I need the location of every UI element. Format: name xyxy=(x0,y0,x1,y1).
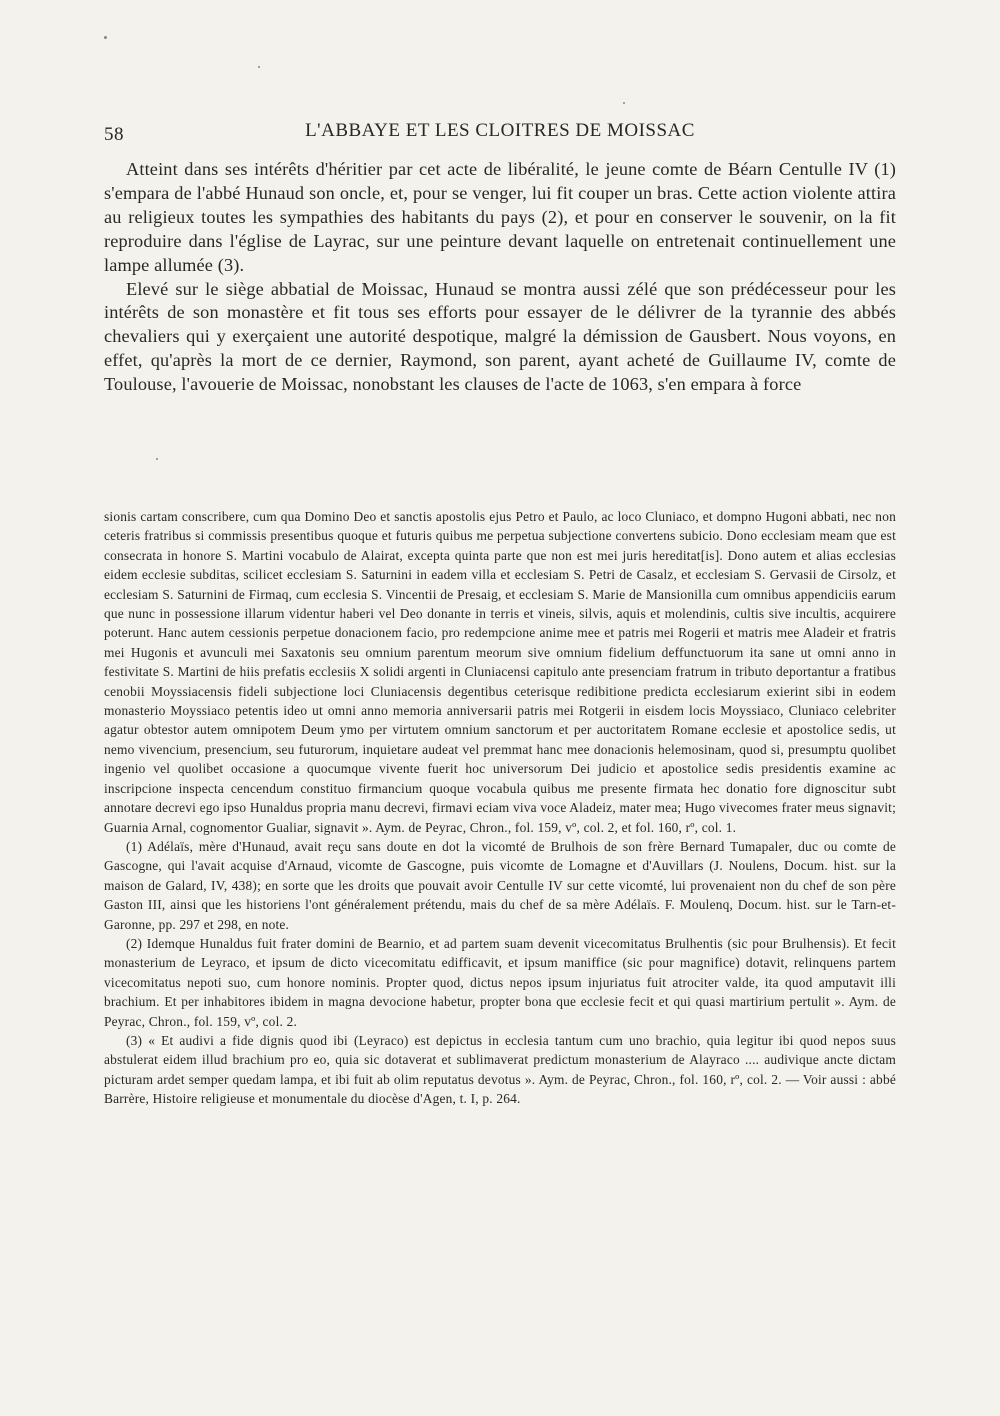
main-text xyxy=(104,158,896,397)
paper-speck xyxy=(258,66,260,68)
page-header xyxy=(104,120,896,150)
footnote-1: (1) Adélaïs, mère d'Hunaud, avait reçu sans doute en dot la vicomté de Brulhois de son frère Bernard Tumapaler, duc ou comte de Gascogne, qui l'avait acquise d'Arnaud, vicomte de Gascogne, puis vicomte de Lomagne et d'Auvillars (J. Noulens, Docum. hist. sur la maison de Galard, IV, 438); en sorte que les droits que pouvait avoir Centulle IV sur cette vicomté, lui provenaient non du chef de son père Gaston III, ainsi que les historiens l'ont généralement prétendu, mais du chef de sa mère Adélaïs. F. Moulenq, Docum. hist. sur le Tarn-et-Garonne, pp. 297 et 298, en note. xyxy=(104,838,896,932)
footnote-3: (3) « Et audivi a fide dignis quod ibi (Leyraco) est depictus in ecclesia tantum cum uno brachio, quia legitur ibi quod nepos suus abstulerat eidem illud brachium pro eo, quia sic dotaverat et sublimaverat predictum monasterium de Alayraco .... audivique ancte dictam picturam ardet semper quedam lampa, et ibi fuit ab olim reputatus devotus ». Aym. de Peyrac, Chron., fol. 160, rº, col. 2. — Voir aussi : abbé Barrère, Histoire religieuse et monumentale du diocèse d'Agen, t. I, p. 264. xyxy=(104,1032,896,1107)
paper-speck xyxy=(623,102,625,104)
running-title: L'ABBAYE ET LES CLOITRES DE MOISSAC xyxy=(305,120,695,141)
footnote-continuation: sionis cartam conscribere, cum qua Domino Deo et sanctis apostolis ejus Petro et Paulo, ac loco Cluniaco, et dompno Hugoni abbati, nec non ceteris fratribus si commissis presentibus quoque et futuris quibus me perpetua subjectione convertens subicio. Dono ecclesiam meam que est consecrata in honore S. Martini vocabulo de Alairat, excepta quinta parte que non est mei juris hereditat[is]. Dono autem et alias ecclesias eidem ecclesie subditas, scilicet ecclesiam S. Saturnini in eadem villa et ecclesiam S. Petri de Casalz, et ecclesiam S. Gervasii de Cirsolz, et ecclesiam S. Saturnini de Firmaq, cum ecclesia S. Vincentii de Presaig, et ecclesiam S. Marie de Mansionilla cum omnibus appendiciis earum que nunc in possessione illarum videntur haberi vel Deo donante in terris et vineis, silvis, aquis et molendinis, cultis sive incultis, acquirere poterunt. Hanc autem cessionis perpetue donacionem facio, pro redempcione anime mee et patris mei Rogerii et matris mee Aladeir et fratris mei Hugonis et avunculi mei Saxatonis seu omnium parentum meorum sive omnium fidelium deffunctuorum ita sane ut omni anno in festivitate S. Martini de hiis prefatis ecclesiis X solidi argenti in Cluniacensi capitulo ante presenciam fratrum in tributo deportantur a fratibus cenobii Moyssiacensis fideli subjectione loci Cluniacensis degentibus ceterisque redibitione predicta ecclesiarum exierint sibi in eodem monasterio Moyssiaco petentis ideo ut omni anno memoria anniversarii patris mei Rotgerii in eisdem locis Moyssiaco, Cluniaco celebriter agatur obtestor autem omnipotem Deum ymo per virtutem omnium sanctorum et per auctoritatem Romane ecclesie et apostolice sedis, ut nemo vivencium, presencium, seu futurorum, inquietare audeat vel premmat hanc mee donacionis helemosinam, quod si, presumptu quolibet ingenio vel quolibet occasione a quocumque vivente fuerit hoc universorum Dei judicio et apostolice sedis presidentis examine ac inscripcione inspecta cencendum constituo firmancium quoque vocabula quibus me presente firmata hec donatio fore dignoscitur subt annotare decrevi ego ipso Hunaldus propria manu decrevi, firmavi eciam viva voce Aladeiz, mater mea; Hugo vivecomes frater meus signavit; Guarnia Arnal, cognomentor Gualiar, signavit ». Aym. de Peyrac, Chron., fol. 159, vº, col. 2, et fol. 160, rº, col. 1. xyxy=(104,509,896,835)
footnotes xyxy=(104,507,896,1109)
main-paragraph: Elevé sur le siège abbatial de Moissac, Hunaud se montra aussi zélé que son prédécesseur pour les intérêts de son monastère et fit tous ses efforts pour essayer de le délivrer de la tyrannie des abbés chevaliers qui y exerçaient une autorité despotique, malgré la démission de Gausbert. Nous voyons, en effet, qu'après la mort de ce dernier, Raymond, son parent, ayant acheté de Guillaume IV, comte de Toulouse, l'avouerie de Moissac, nonobstant les clauses de l'acte de 1063, s'en empara à force xyxy=(104,278,896,395)
page-number: 58 xyxy=(104,124,124,145)
paper-speck xyxy=(104,36,107,39)
main-paragraph: Atteint dans ses intérêts d'héritier par cet acte de libéralité, le jeune comte de Béarn Centulle IV (1) s'empara de l'abbé Hunaud son oncle, et, pour se venger, lui fit couper un bras. Cette action violente attira au religieux toutes les sympathies des habitants du pays (2), et pour en conserver le souvenir, on la fit reproduire dans l'église de Layrac, sur une peinture devant laquelle on entretenait continuellement une lampe allumée (3). xyxy=(104,159,896,275)
paper-speck xyxy=(156,458,158,460)
footnote-2: (2) Idemque Hunaldus fuit frater domini de Bearnio, et ad partem suam devenit vicecomitatus Brulhentis (sic pour Brulhensis). Et fecit monasterium de Leyraco, et ipsum de dicto vicecomitatu edifficavit, et ipsum maniffice (sic pour magnifice) dotavit, relinquens partem vicecomitatus nepoti suo, cum honore nominis. Propter quod, dictus nepos ipsum injuriatus fuit atrociter valde, ita quod amputavit illi brachium. Et per inhabitores ibidem in magna devocione habetur, propter bona que ecclesie fecit et qui quasi martirium pertulit ». Aym. de Peyrac, Chron., fol. 159, vº, col. 2. xyxy=(104,935,896,1029)
